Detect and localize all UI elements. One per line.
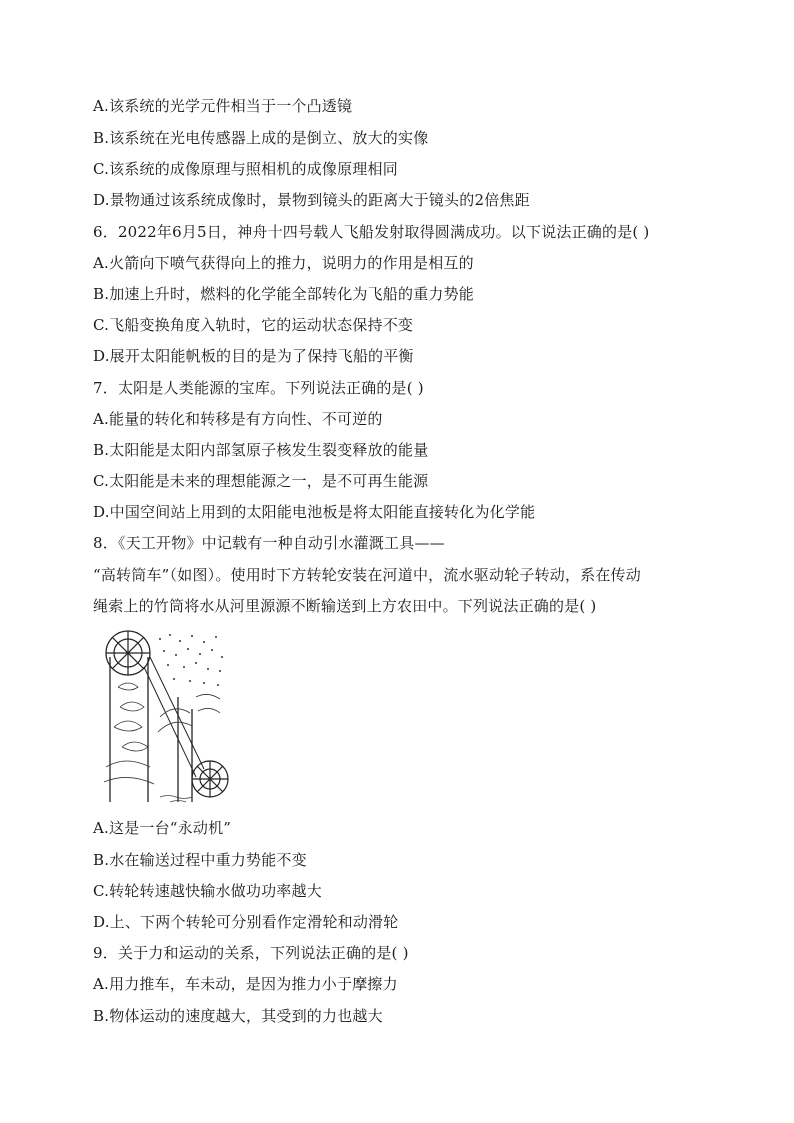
q9-stem: 9．关于力和运动的关系，下列说法正确的是( ): [93, 944, 409, 962]
q5-option-d: D.景物通过该系统成像时，景物到镜头的距离大于镜头的2倍焦距: [93, 191, 530, 209]
q5-option-a: A.该系统的光学元件相当于一个凸透镜: [93, 97, 353, 115]
q5-option-c: C.该系统的成像原理与照相机的成像原理相同: [93, 160, 398, 178]
q9-option-b: B.物体运动的速度越大，其受到的力也越大: [93, 1007, 383, 1025]
q8-stem-line-2: “高转筒车”（如图）。使用时下方转轮安装在河道中，流水驱动轮子转动，系在传动: [93, 566, 641, 584]
q8-stem-line-1: 8．《天工开物》中记载有一种自动引水灌溉工具——: [93, 534, 445, 552]
q6-option-a: A.火箭向下喷气获得向上的推力，说明力的作用是相互的: [93, 254, 474, 272]
q5-option-b: B.该系统在光电传感器上成的是倒立、放大的实像: [93, 129, 429, 147]
water-wheel-illustration: [100, 627, 234, 805]
q7-option-a: A.能量的转化和转移是有方向性、不可逆的: [93, 410, 383, 428]
q8-stem-line-3: 绳索上的竹筒将水从河里源源不断输送到上方农田中。下列说法正确的是( ): [93, 597, 597, 615]
q6-option-c: C.飞船变换角度入轨时，它的运动状态保持不变: [93, 316, 414, 334]
q6-option-b: B.加速上升时，燃料的化学能全部转化为飞船的重力势能: [93, 285, 474, 303]
q8-option-c: C.转轮转速越快输水做功功率越大: [93, 882, 322, 900]
q7-option-d: D.中国空间站上用到的太阳能电池板是将太阳能直接转化为化学能: [93, 503, 536, 521]
q7-stem: 7．太阳是人类能源的宝库。下列说法正确的是( ): [93, 379, 424, 397]
q8-option-a: A.这是一台“永动机”: [93, 819, 232, 837]
q9-option-a: A.用力推车，车未动，是因为推力小于摩擦力: [93, 975, 398, 993]
q7-option-c: C.太阳能是未来的理想能源之一，是不可再生能源: [93, 472, 429, 490]
q7-option-b: B.太阳能是太阳内部氢原子核发生裂变释放的能量: [93, 441, 429, 459]
q8-option-d: D.上、下两个转轮可分别看作定滑轮和动滑轮: [93, 913, 399, 931]
q8-option-b: B.水在输送过程中重力势能不变: [93, 851, 307, 869]
q6-stem: 6．2022年6月5日，神舟十四号载人飞船发射取得圆满成功。以下说法正确的是( ): [93, 223, 650, 241]
q6-option-d: D.展开太阳能帆板的目的是为了保持飞船的平衡: [93, 347, 414, 365]
